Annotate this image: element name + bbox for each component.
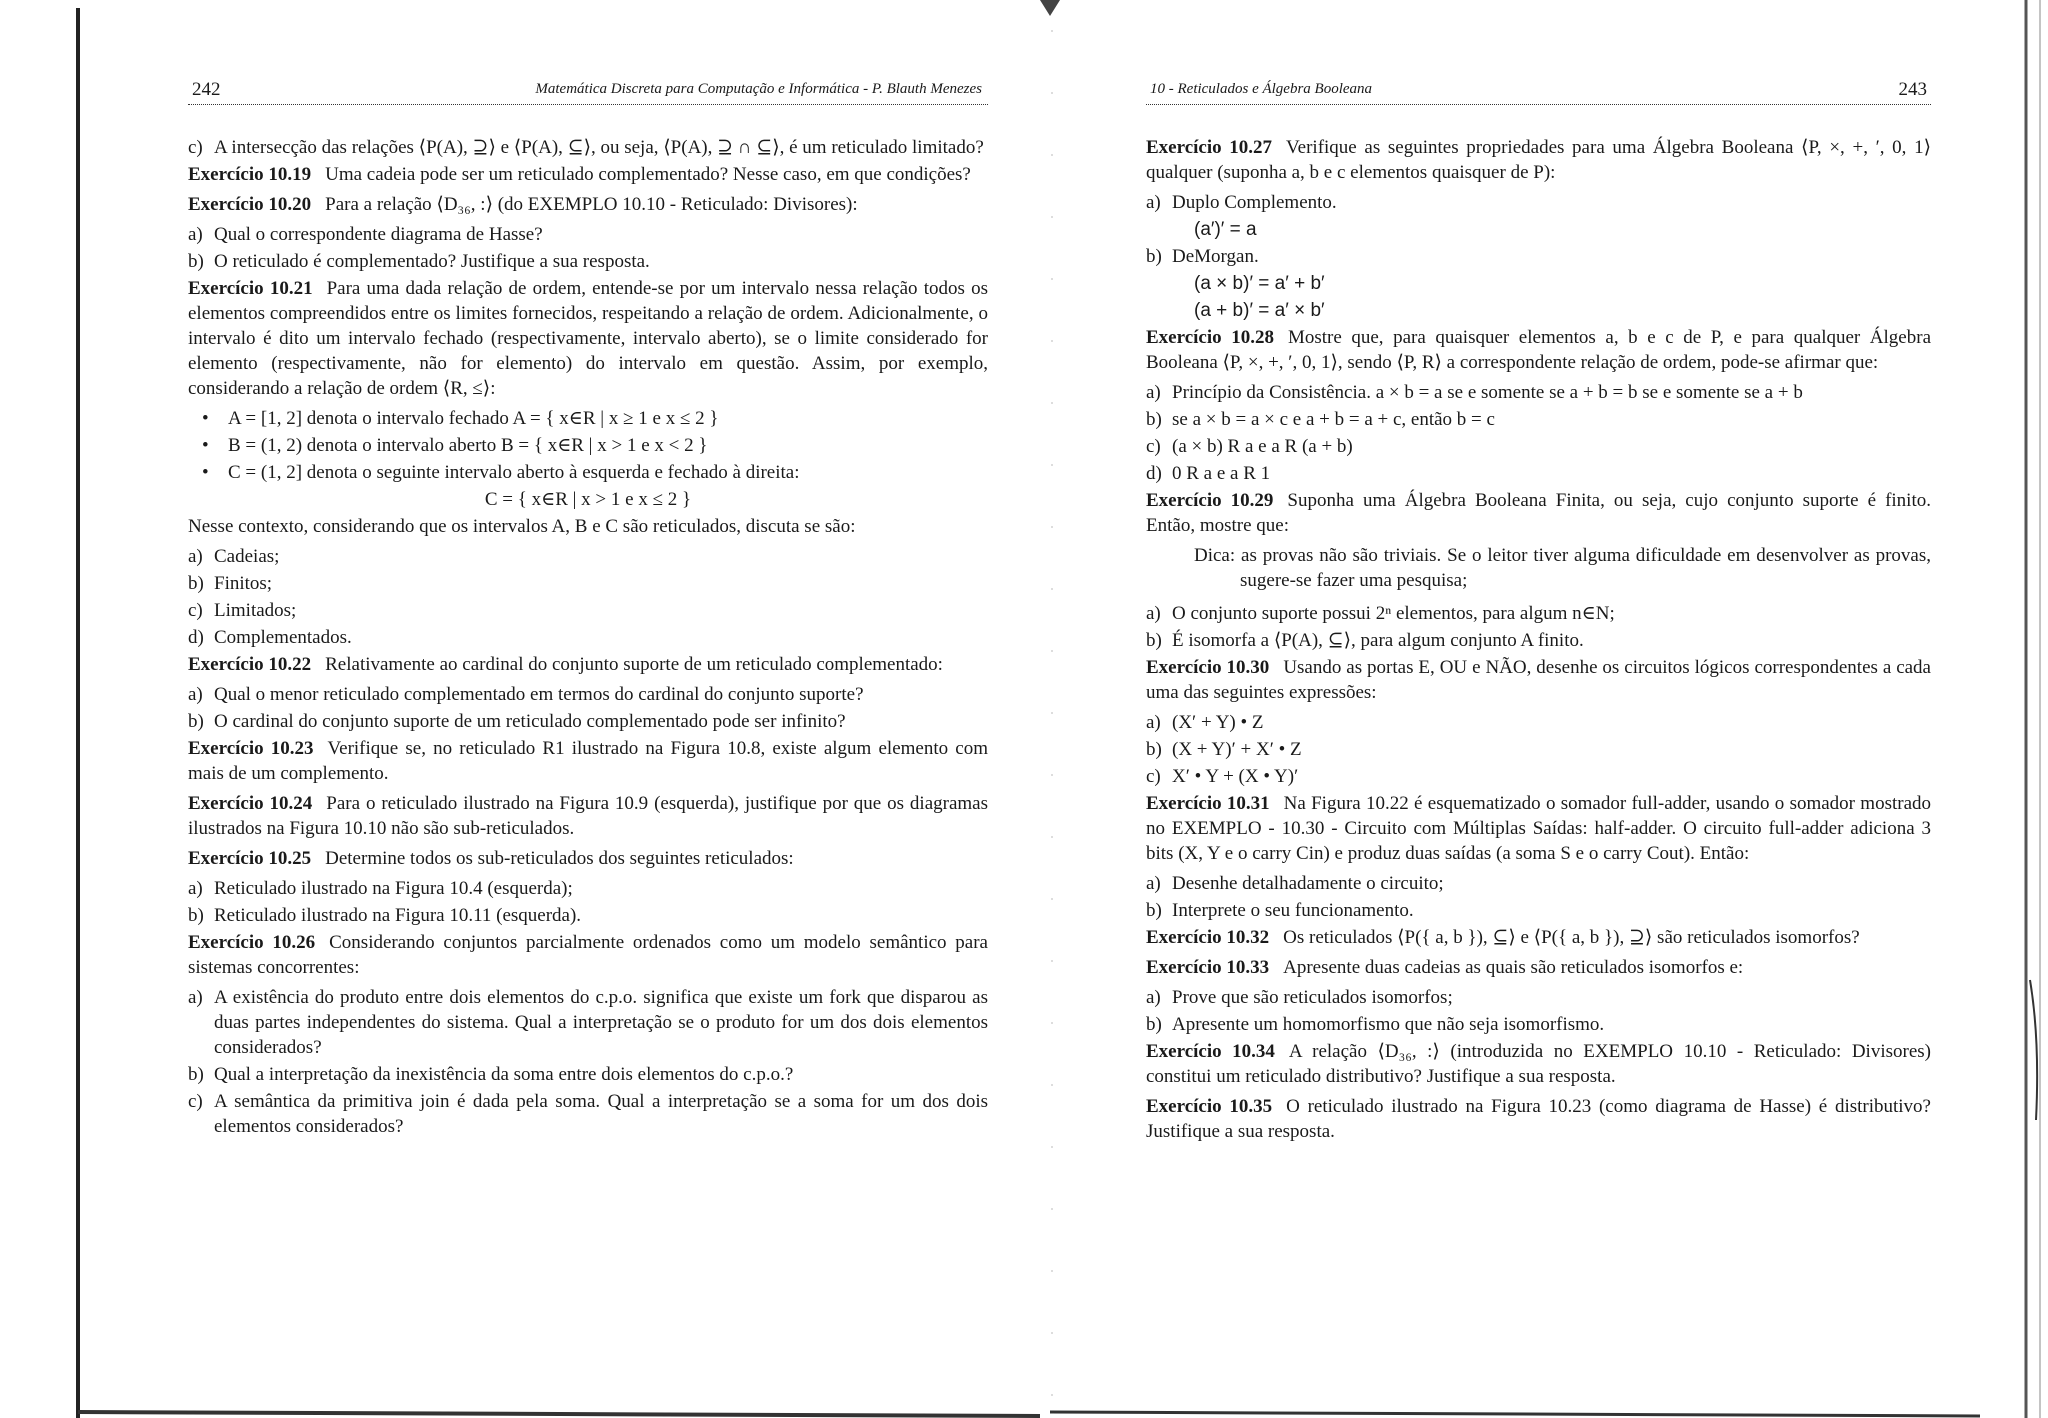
list-item bbox=[188, 709, 988, 734]
list-item-text: (a × b) R a e a R (a + b) bbox=[1172, 436, 1353, 457]
list-item-label: b) bbox=[188, 905, 204, 926]
exercise-heading-bold bbox=[1146, 137, 1272, 158]
list-item-label: a) bbox=[1146, 873, 1161, 894]
exercise-heading-bold bbox=[1146, 1096, 1272, 1117]
list-item bbox=[188, 1089, 988, 1139]
exercise-text: Relativamente ao cardinal do conjunto suporte de um reticulado complementado: bbox=[325, 654, 943, 675]
right-running-title: 10 - Reticulados e Álgebra Booleana bbox=[1150, 81, 1373, 97]
list-item bbox=[1146, 985, 1931, 1010]
list-item bbox=[188, 222, 988, 247]
exercise-text: Considerando conjuntos parcialmente ordenados como um modelo semântico para sistemas concorrentes: bbox=[188, 932, 988, 978]
exercise-text: O reticulado ilustrado na Figura 10.23 (como diagrama de Hasse) é distributivo? Justifique a sua resposta. bbox=[1146, 1096, 1931, 1142]
list-item-text: A existência do produto entre dois elementos do c.p.o. significa que existe um fork que disparou as duas partes independentes do sistema. Qual a interpretação se o produto for um dos dois elementos considerados? bbox=[214, 987, 988, 1058]
exercise-heading: Exercício 10.27 bbox=[1146, 137, 1273, 158]
exercise bbox=[188, 192, 988, 217]
list-item-label: c) bbox=[1146, 436, 1161, 457]
list-item-label: b) bbox=[1146, 739, 1162, 760]
list-item-text: 0 R a e a R 1 bbox=[1172, 463, 1271, 484]
bullet-item bbox=[188, 406, 988, 431]
formula-text: (a′)′ = a bbox=[1194, 219, 1257, 240]
list-item bbox=[188, 903, 988, 928]
list-item-text: (X + Y)′ + X′ • Z bbox=[1172, 739, 1302, 760]
list-item-text: Limitados; bbox=[214, 600, 297, 621]
exercise-heading: Exercício 10.28 bbox=[1146, 327, 1274, 348]
list-item-label: b) bbox=[1146, 246, 1162, 267]
exercise-heading: Exercício 10.22 bbox=[188, 654, 312, 675]
exercise-heading: Exercício 10.23 bbox=[188, 738, 314, 759]
exercise-heading: Exercício 10.20 bbox=[188, 194, 312, 215]
list-item-text: A intersecção das relações ⟨P(A), ⊇⟩ e ⟨P(A), ⊆⟩, ou seja, ⟨P(A), ⊇ ∩ ⊆⟩, é um reticulado limitado? bbox=[214, 137, 984, 158]
bullet-item bbox=[188, 460, 988, 485]
list-item bbox=[1146, 737, 1931, 762]
exercise bbox=[1146, 1039, 1931, 1089]
list-item bbox=[188, 598, 988, 623]
list-item bbox=[188, 625, 988, 650]
right-page-content bbox=[1146, 135, 1931, 1144]
list-item-label: b) bbox=[1146, 409, 1162, 430]
list-item-text: A semântica da primitiva join é dada pela soma. Qual a interpretação se a soma for um dos dois elementos considerados? bbox=[214, 1091, 988, 1137]
exercise bbox=[1146, 955, 1931, 980]
exercise-heading: Exercício 10.24 bbox=[188, 793, 313, 814]
exercise bbox=[188, 846, 988, 871]
list-item-label: a) bbox=[188, 878, 203, 899]
right-page-header bbox=[1146, 78, 1931, 105]
exercise-heading: Exercício 10.31 bbox=[1146, 793, 1270, 814]
left-running-title: Matemática Discreta para Computação e Informática - P. Blauth Menezes bbox=[535, 81, 982, 97]
list-item bbox=[188, 985, 988, 1060]
exercise-text: Apresente duas cadeias as quais são reticulados isomorfos e: bbox=[1283, 957, 1744, 978]
list-item-label: d) bbox=[188, 627, 204, 648]
formula bbox=[1146, 298, 1931, 323]
list-item-text: se a × b = a × c e a + b = a + c, então b = c bbox=[1172, 409, 1495, 430]
exercise-heading-bold bbox=[1146, 927, 1269, 948]
formula bbox=[1146, 271, 1931, 296]
list-item-text: Apresente um homomorfismo que não seja isomorfismo. bbox=[1172, 1014, 1605, 1035]
left-page-header bbox=[188, 78, 988, 105]
list-item bbox=[188, 876, 988, 901]
list-item-text: O reticulado é complementado? Justifique a sua resposta. bbox=[214, 251, 650, 272]
hint-paragraph bbox=[1146, 543, 1931, 593]
list-item-text: Complementados. bbox=[214, 627, 352, 648]
list-item-label: c) bbox=[188, 137, 203, 158]
exercise-text: Determine todos os sub-reticulados dos seguintes reticulados: bbox=[325, 848, 794, 869]
exercise-heading-bold bbox=[1146, 657, 1269, 678]
list-item-label: b) bbox=[1146, 900, 1162, 921]
exercise-heading: Exercício 10.30 bbox=[1146, 657, 1270, 678]
list-item bbox=[1146, 764, 1931, 789]
exercise bbox=[1146, 1094, 1931, 1144]
exercise-heading-bold bbox=[188, 164, 311, 185]
list-item-label: a) bbox=[188, 987, 203, 1008]
paragraph-text: Nesse contexto, considerando que os intervalos A, B e C são reticulados, discuta se são: bbox=[188, 516, 856, 537]
exercise bbox=[188, 736, 988, 786]
list-item-label: a) bbox=[188, 546, 203, 567]
list-item-label: b) bbox=[188, 1064, 204, 1085]
list-item-label: b) bbox=[1146, 1014, 1162, 1035]
exercise-heading-bold bbox=[1146, 1041, 1275, 1062]
list-item bbox=[1146, 434, 1931, 459]
list-item-text: (X′ + Y) • Z bbox=[1172, 712, 1264, 733]
exercise-heading: Exercício 10.21 bbox=[188, 278, 313, 299]
exercise bbox=[188, 930, 988, 980]
formula bbox=[1146, 217, 1931, 242]
bullet-text: A = [1, 2] denota o intervalo fechado A = { x∈R | x ≥ 1 e x ≤ 2 } bbox=[228, 408, 719, 429]
list-item bbox=[1146, 1012, 1931, 1037]
list-item-text: Princípio da Consistência. a × b = a se e somente se a + b = b se e somente se a + b bbox=[1172, 382, 1803, 403]
exercise-heading: Exercício 10.26 bbox=[188, 932, 316, 953]
list-item-text: Duplo Complemento. bbox=[1172, 192, 1337, 213]
list-item-label: a) bbox=[1146, 382, 1161, 403]
exercise-heading-bold bbox=[188, 738, 314, 759]
exercise-heading-bold bbox=[188, 848, 311, 869]
exercise bbox=[1146, 135, 1931, 185]
exercise-text: Verifique as seguintes propriedades para uma Álgebra Booleana ⟨P, ×, +, ′, 0, 1⟩ qualquer (suponha a, b e c elementos quaisquer de P): bbox=[1146, 137, 1931, 183]
exercise-text: Para o reticulado ilustrado na Figura 10.9 (esquerda), justifique por que os diagramas ilustrados na Figura 10.10 não são sub-reticulados. bbox=[188, 793, 988, 839]
exercise bbox=[188, 791, 988, 841]
exercise-heading: Exercício 10.34 bbox=[1146, 1041, 1275, 1062]
list-item-label: a) bbox=[1146, 712, 1161, 733]
exercise-heading-bold bbox=[188, 654, 311, 675]
exercise bbox=[188, 652, 988, 677]
right-page bbox=[1146, 78, 1931, 1149]
list-item bbox=[1146, 244, 1931, 269]
bullet-text: C = (1, 2] denota o seguinte intervalo aberto à esquerda e fechado à direita: bbox=[228, 462, 800, 483]
list-item-label: d) bbox=[1146, 463, 1162, 484]
list-item bbox=[188, 249, 988, 274]
list-item-text: O conjunto suporte possui 2ⁿ elementos, para algum n∈N; bbox=[1172, 603, 1615, 624]
list-item-label: a) bbox=[188, 684, 203, 705]
formula-text: (a × b)′ = a′ + b′ bbox=[1194, 273, 1325, 294]
list-item-text: É isomorfa a ⟨P(A), ⊆⟩, para algum conjunto A finito. bbox=[1172, 630, 1584, 651]
list-item-text: Desenhe detalhadamente o circuito; bbox=[1172, 873, 1444, 894]
list-item-text: Prove que são reticulados isomorfos; bbox=[1172, 987, 1453, 1008]
exercise-text: Verifique se, no reticulado R1 ilustrado na Figura 10.8, existe algum elemento com mais de um complemento. bbox=[188, 738, 988, 784]
list-item-label: b) bbox=[188, 251, 204, 272]
exercise-text: Uma cadeia pode ser um reticulado complementado? Nesse caso, em que condições? bbox=[325, 164, 971, 185]
exercise-heading: Exercício 10.33 bbox=[1146, 957, 1270, 978]
list-item bbox=[1146, 898, 1931, 923]
list-item bbox=[1146, 461, 1931, 486]
exercise-heading-bold bbox=[1146, 957, 1269, 978]
bullet-dot: • bbox=[202, 462, 209, 483]
exercise-text: Na Figura 10.22 é esquematizado o somador full-adder, usando o somador mostrado no EXEMPLO - 10.30 - Circuito com Múltiplas Saídas: half-adder. O circuito full-adder adiciona 3 bits (X, Y e o carry Cin) e produz duas saídas (a soma S e o carry Cout). Então: bbox=[1146, 793, 1932, 864]
left-page bbox=[188, 78, 988, 1141]
list-item-text: Qual o correspondente diagrama de Hasse? bbox=[214, 224, 543, 245]
exercise-heading-bold bbox=[1146, 490, 1273, 511]
list-item-label: b) bbox=[1146, 630, 1162, 651]
left-page-content bbox=[188, 135, 988, 1139]
exercise bbox=[1146, 791, 1931, 866]
list-item bbox=[1146, 380, 1931, 405]
list-item-label: c) bbox=[188, 1091, 203, 1112]
exercise bbox=[1146, 925, 1931, 950]
bullet-dot: • bbox=[202, 408, 209, 429]
exercise-text: Para a relação ⟨D₃₆, :⟩ (do EXEMPLO 10.10 - Reticulado: Divisores): bbox=[325, 194, 858, 215]
list-item-text: Interprete o seu funcionamento. bbox=[1172, 900, 1414, 921]
list-item-text: Cadeias; bbox=[214, 546, 280, 567]
list-item-label: a) bbox=[188, 224, 203, 245]
list-item bbox=[1146, 710, 1931, 735]
list-item bbox=[188, 682, 988, 707]
centered-formula bbox=[188, 487, 988, 512]
list-item bbox=[188, 1062, 988, 1087]
list-item-text: X′ • Y + (X • Y)′ bbox=[1172, 766, 1299, 787]
exercise-text: Mostre que, para quaisquer elementos a, b e c de P, e para qualquer Álgebra Booleana ⟨P, ×, +, ′, 0, 1⟩, sendo ⟨P, R⟩ a correspondente relação de ordem, pode-se afirmar que: bbox=[1146, 327, 1932, 373]
exercise bbox=[1146, 488, 1931, 538]
list-item-label: a) bbox=[1146, 603, 1161, 624]
exercise-heading-bold bbox=[1146, 793, 1270, 814]
right-page-number: 243 bbox=[1898, 79, 1927, 100]
exercise-text: Os reticulados ⟨P({ a, b }), ⊆⟩ e ⟨P({ a, b }), ⊇⟩ são reticulados isomorfos? bbox=[1283, 927, 1860, 948]
exercise-heading-bold bbox=[188, 793, 312, 814]
list-item-text: Qual a interpretação da inexistência da soma entre dois elementos do c.p.o.? bbox=[214, 1064, 794, 1085]
exercise-text: Para uma dada relação de ordem, entende-se por um intervalo nessa relação todos os elementos compreendidos entre os limites fornecidos, respeitando a relação de ordem. Adicionalmente, o intervalo é dito um intervalo fechado (respectivamente, intervalo aberto), se o limite considerado for elemento (respectivamente, não for elemento) do intervalo em questão. Assim, por exemplo, considerando a relação de ordem ⟨R, ≤⟩: bbox=[188, 278, 989, 399]
list-item-text: Reticulado ilustrado na Figura 10.11 (esquerda). bbox=[214, 905, 582, 926]
list-item bbox=[1146, 407, 1931, 432]
list-item bbox=[1146, 190, 1931, 215]
list-item bbox=[188, 544, 988, 569]
list-item-label: c) bbox=[188, 600, 203, 621]
list-item-label: a) bbox=[1146, 192, 1161, 213]
exercise-heading: Exercício 10.25 bbox=[188, 848, 312, 869]
list-item-label: a) bbox=[1146, 987, 1161, 1008]
list-item bbox=[188, 135, 988, 160]
list-item bbox=[1146, 871, 1931, 896]
exercise bbox=[188, 276, 988, 401]
list-item-label: b) bbox=[188, 711, 204, 732]
exercise-heading: Exercício 10.32 bbox=[1146, 927, 1270, 948]
list-item-label: c) bbox=[1146, 766, 1161, 787]
exercise-heading: Exercício 10.29 bbox=[1146, 490, 1274, 511]
list-item-text: Qual o menor reticulado complementado em termos do cardinal do conjunto suporte? bbox=[214, 684, 864, 705]
exercise-heading-bold bbox=[188, 194, 311, 215]
exercise-heading-bold bbox=[188, 932, 315, 953]
list-item-label: b) bbox=[188, 573, 204, 594]
list-item bbox=[188, 571, 988, 596]
exercise bbox=[1146, 325, 1931, 375]
formula-text: (a + b)′ = a′ × b′ bbox=[1194, 300, 1325, 321]
hint-text: Dica: as provas não são triviais. Se o leitor tiver alguma dificuldade em desenvolver as provas, sugere-se fazer uma pesquisa; bbox=[1194, 545, 1931, 591]
list-item-text: O cardinal do conjunto suporte de um reticulado complementado pode ser infinito? bbox=[214, 711, 846, 732]
bullet-dot: • bbox=[202, 435, 209, 456]
list-item-text: DeMorgan. bbox=[1172, 246, 1259, 267]
exercise-heading: Exercício 10.19 bbox=[188, 164, 312, 185]
exercise-text: Usando as portas E, OU e NÃO, desenhe os circuitos lógicos correspondentes a cada uma das seguintes expressões: bbox=[1146, 657, 1931, 703]
exercise-heading-bold bbox=[1146, 327, 1274, 348]
paragraph bbox=[188, 514, 988, 539]
list-item-text: Reticulado ilustrado na Figura 10.4 (esquerda); bbox=[214, 878, 573, 899]
bullet-text: B = (1, 2) denota o intervalo aberto B = { x∈R | x > 1 e x < 2 } bbox=[228, 435, 708, 456]
exercise-text: Suponha uma Álgebra Booleana Finita, ou seja, cujo conjunto suporte é finito. Então, mostre que: bbox=[1146, 490, 1931, 536]
list-item bbox=[1146, 601, 1931, 626]
exercise-text: A relação ⟨D₃₆, :⟩ (introduzida no EXEMPLO 10.10 - Reticulado: Divisores) constitui um reticulado distributivo? Justifique a sua resposta. bbox=[1146, 1041, 1931, 1087]
left-page-number: 242 bbox=[192, 79, 221, 100]
exercise bbox=[188, 162, 988, 187]
exercise-heading: Exercício 10.35 bbox=[1146, 1096, 1273, 1117]
list-item bbox=[1146, 628, 1931, 653]
exercise bbox=[1146, 655, 1931, 705]
list-item-text: Finitos; bbox=[214, 573, 273, 594]
formula-text: C = { x∈R | x > 1 e x ≤ 2 } bbox=[484, 489, 692, 510]
exercise-heading-bold bbox=[188, 278, 313, 299]
bullet-item bbox=[188, 433, 988, 458]
